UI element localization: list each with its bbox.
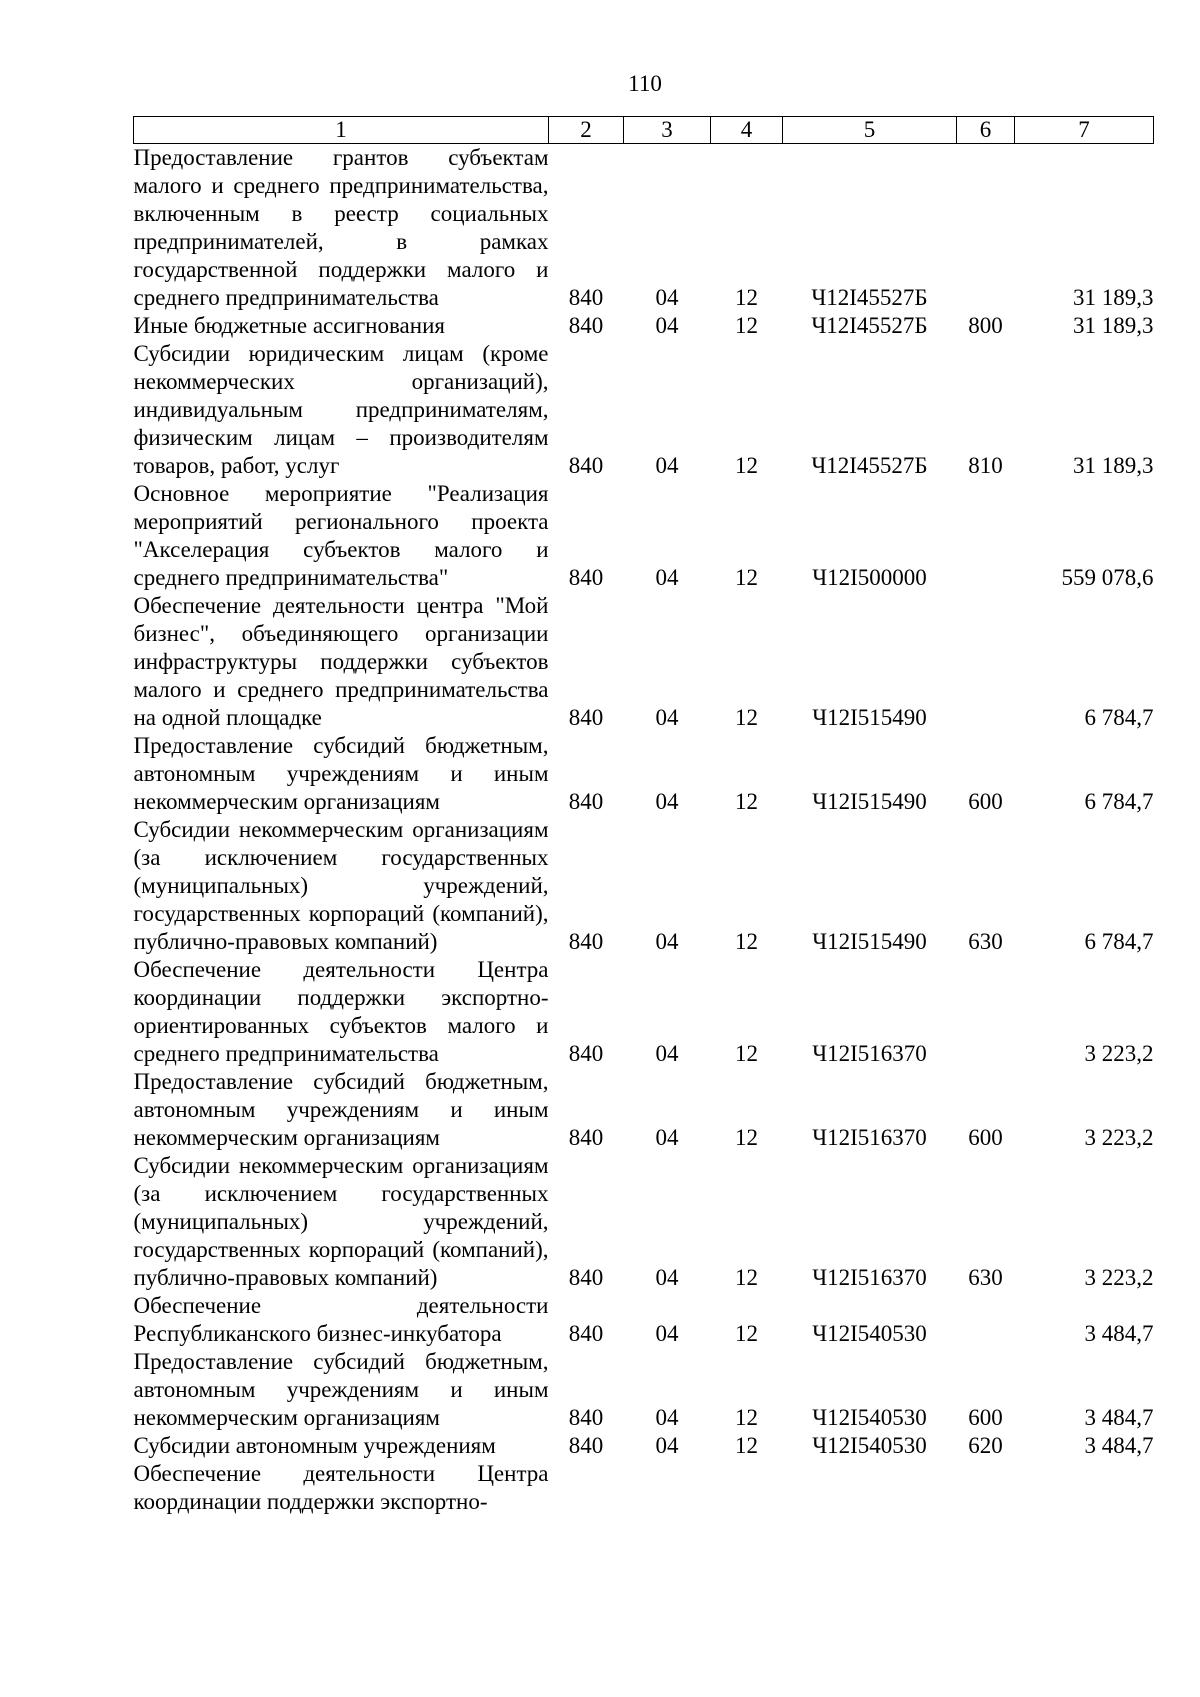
- row-csr: [783, 1460, 957, 1516]
- row-gr: 840: [568, 1265, 604, 1290]
- budget-table: [133, 116, 1154, 1516]
- row-rz: [624, 1460, 711, 1516]
- row-sum: 31 189,3: [1073, 285, 1154, 310]
- row-vr: [957, 592, 1015, 732]
- page-number: 110: [628, 71, 662, 96]
- row-rz: 04: [655, 1265, 679, 1290]
- row-rz: 04: [655, 1321, 679, 1346]
- header-col-3: 3: [624, 117, 711, 144]
- row-gr: 840: [568, 1321, 604, 1346]
- row-csr: Ч12I515490: [812, 705, 927, 730]
- row-sum: [1015, 1460, 1154, 1516]
- row-sum: 3 484,7: [1084, 1405, 1154, 1430]
- row-name: Субсидии некоммерческим организациям (за исключением государственных (муниципальных) учреждений, государственных корпораций (компаний), публично-правовых компаний): [133, 817, 549, 954]
- row-pr: 12: [735, 929, 758, 954]
- row-rz: 04: [655, 565, 679, 590]
- row-sum: 31 189,3: [1073, 313, 1154, 338]
- row-gr: 840: [568, 313, 604, 338]
- row-name: Обеспечение деятельности Центра координации поддержки экспортно-: [133, 1461, 549, 1514]
- row-vr: [957, 956, 1015, 1068]
- table-row: [134, 1068, 1154, 1152]
- row-vr: 620: [968, 1433, 1003, 1458]
- row-gr: [549, 1460, 624, 1516]
- table-header-row: [134, 117, 1154, 144]
- row-name: Предоставление субсидий бюджетным, автономным учреждениям и иным некоммерческим организациям: [133, 1069, 549, 1150]
- row-pr: 12: [735, 1433, 758, 1458]
- row-sum: 31 189,3: [1073, 453, 1154, 478]
- table-row: [134, 1432, 1154, 1460]
- row-pr: 12: [735, 1321, 758, 1346]
- row-vr: 630: [968, 1265, 1003, 1290]
- row-pr: 12: [735, 705, 758, 730]
- row-pr: 12: [735, 1405, 758, 1430]
- row-sum: 6 784,7: [1084, 789, 1154, 814]
- row-gr: 840: [568, 1433, 604, 1458]
- row-csr: Ч12I45527Б: [811, 285, 928, 310]
- row-name: Предоставление субсидий бюджетным, автономным учреждениям и иным некоммерческим организациям: [133, 1349, 549, 1430]
- header-col-7: 7: [1015, 117, 1154, 144]
- row-gr: 840: [568, 285, 604, 310]
- row-rz: 04: [655, 1433, 679, 1458]
- table-row: [134, 312, 1154, 340]
- row-pr: 12: [735, 789, 758, 814]
- row-name: Предоставление субсидий бюджетным, автономным учреждениям и иным некоммерческим организациям: [133, 733, 549, 814]
- row-gr: 840: [568, 1041, 604, 1066]
- row-name: Обеспечение деятельности Республиканского бизнес-инкубатора: [133, 1293, 549, 1346]
- row-vr: [957, 1460, 1015, 1516]
- row-csr: Ч12I540530: [812, 1405, 927, 1430]
- row-gr: 840: [568, 453, 604, 478]
- row-name: Субсидии юридическим лицам (кроме некоммерческих организаций), индивидуальным предпринимателям, физическим лицам – производителям товаров, работ, услуг: [133, 341, 549, 478]
- row-vr: 800: [968, 313, 1003, 338]
- row-name: Обеспечение деятельности центра "Мой бизнес", объединяющего организации инфраструктуры поддержки субъектов малого и среднего предпринимательства на одной площадке: [133, 593, 549, 730]
- row-sum: 6 784,7: [1084, 929, 1154, 954]
- header-col-4: 4: [711, 117, 783, 144]
- table-row: [134, 144, 1154, 313]
- table-row: [134, 340, 1154, 480]
- row-gr: 840: [568, 705, 604, 730]
- row-rz: 04: [655, 1125, 679, 1150]
- row-csr: Ч12I515490: [812, 929, 927, 954]
- row-sum: 6 784,7: [1084, 705, 1154, 730]
- row-pr: 12: [735, 453, 758, 478]
- row-rz: 04: [655, 453, 679, 478]
- row-sum: 3 223,2: [1084, 1265, 1154, 1290]
- table-row: [134, 1460, 1154, 1516]
- row-name: Обеспечение деятельности Центра координации поддержки экспортно-ориентированных субъектов малого и среднего предпринимательства: [133, 957, 549, 1066]
- row-rz: 04: [655, 705, 679, 730]
- row-pr: 12: [735, 1041, 758, 1066]
- row-pr: 12: [735, 565, 758, 590]
- table-row: [134, 816, 1154, 956]
- header-col-5: 5: [783, 117, 957, 144]
- header-col-2: 2: [549, 117, 624, 144]
- row-name: Основное мероприятие "Реализация мероприятий регионального проекта "Акселерация субъектов малого и среднего предпринимательства": [133, 481, 549, 590]
- row-vr: [957, 480, 1015, 592]
- row-csr: Ч12I500000: [812, 565, 927, 590]
- table-row: [134, 1292, 1154, 1348]
- table-row: [134, 956, 1154, 1068]
- row-sum: 3 223,2: [1084, 1125, 1154, 1150]
- row-vr: [957, 144, 1015, 313]
- row-csr: Ч12I45527Б: [811, 453, 928, 478]
- row-rz: 04: [655, 929, 679, 954]
- row-pr: [711, 1460, 783, 1516]
- row-sum: 3 223,2: [1084, 1041, 1154, 1066]
- row-vr: 600: [968, 789, 1003, 814]
- row-pr: 12: [735, 313, 758, 338]
- table-row: [134, 592, 1154, 732]
- row-vr: 810: [968, 453, 1003, 478]
- header-col-6: 6: [957, 117, 1015, 144]
- row-vr: [957, 1292, 1015, 1348]
- row-name: Иные бюджетные ассигнования: [133, 313, 445, 338]
- row-vr: 600: [968, 1405, 1003, 1430]
- row-csr: Ч12I540530: [812, 1321, 927, 1346]
- row-sum: 3 484,7: [1084, 1433, 1154, 1458]
- row-rz: 04: [655, 1041, 679, 1066]
- row-rz: 04: [655, 313, 679, 338]
- row-vr: 600: [968, 1125, 1003, 1150]
- row-pr: 12: [735, 1265, 758, 1290]
- row-name: Субсидии автономным учреждениям: [133, 1433, 496, 1458]
- row-vr: 630: [968, 929, 1003, 954]
- row-name: Субсидии некоммерческим организациям (за исключением государственных (муниципальных) учреждений, государственных корпораций (компаний), публично-правовых компаний): [133, 1153, 549, 1290]
- row-csr: Ч12I540530: [812, 1433, 927, 1458]
- row-csr: Ч12I516370: [812, 1041, 927, 1066]
- row-gr: 840: [568, 929, 604, 954]
- row-gr: 840: [568, 565, 604, 590]
- row-gr: 840: [568, 1405, 604, 1430]
- row-pr: 12: [735, 1125, 758, 1150]
- table-row: [134, 1152, 1154, 1292]
- table-row: [134, 732, 1154, 816]
- row-gr: 840: [568, 1125, 604, 1150]
- row-csr: Ч12I45527Б: [811, 313, 928, 338]
- row-sum: 3 484,7: [1084, 1321, 1154, 1346]
- row-rz: 04: [655, 285, 679, 310]
- row-rz: 04: [655, 789, 679, 814]
- table-row: [134, 480, 1154, 592]
- row-csr: Ч12I516370: [812, 1265, 927, 1290]
- row-sum: 559 078,6: [1061, 565, 1154, 590]
- table-row: [134, 1348, 1154, 1432]
- row-gr: 840: [568, 789, 604, 814]
- row-name: Предоставление грантов субъектам малого и среднего предпринимательства, включенным в реестр социальных предпринимателей, в рамках государственной поддержки малого и среднего предпринимательства: [133, 145, 549, 310]
- row-csr: Ч12I516370: [812, 1125, 927, 1150]
- header-col-1: 1: [134, 117, 549, 144]
- row-rz: 04: [655, 1405, 679, 1430]
- row-csr: Ч12I515490: [812, 789, 927, 814]
- row-pr: 12: [735, 285, 758, 310]
